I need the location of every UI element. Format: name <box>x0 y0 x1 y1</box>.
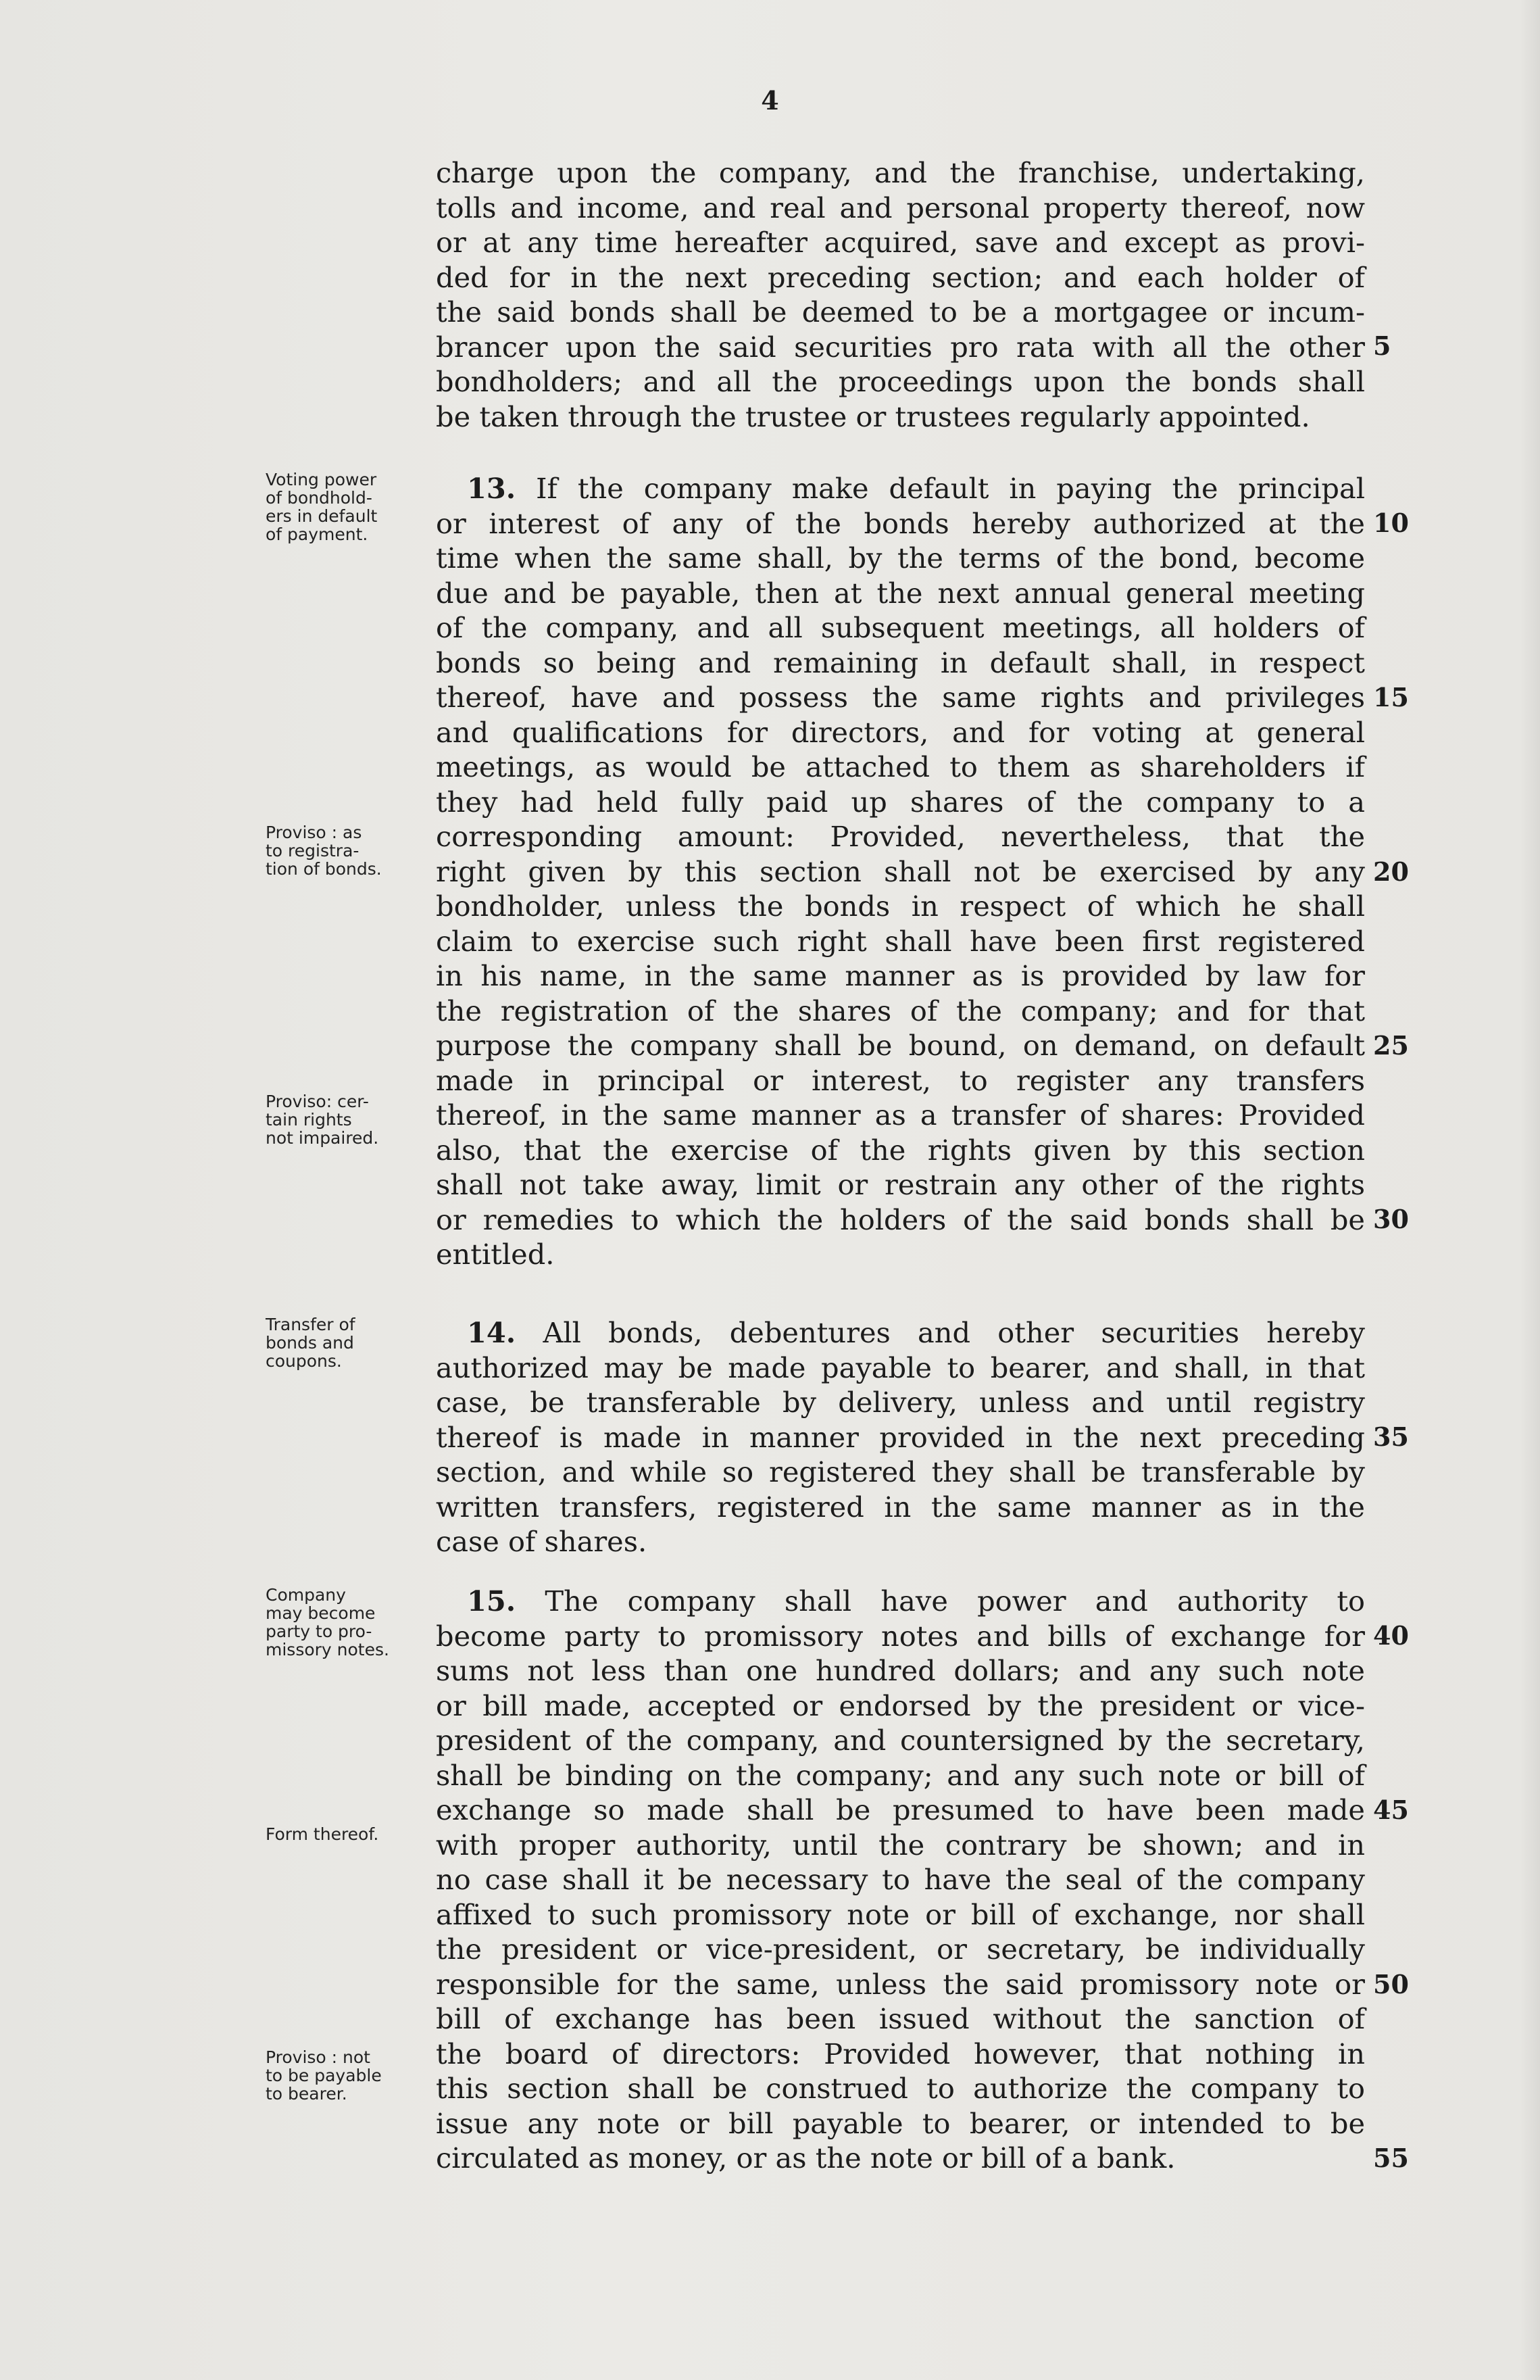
text-line: circulated as money, or as the note or bill of a bank. <box>436 2141 1176 2175</box>
text-line: shall not take away, limit or restrain any other of the rights <box>436 1168 1365 1201</box>
line-number: 5 <box>1373 331 1391 361</box>
margin-note-proviso-registration <box>266 823 428 878</box>
margin-note-promissory-notes <box>266 1586 428 1659</box>
text-line <box>436 1315 1365 1351</box>
text-line: thereof is made in manner provided in the next preceding <box>436 1420 1365 1454</box>
text-line: time when the same shall, by the terms of the bond, become <box>436 541 1365 575</box>
text-line: they had held fully paid up shares of the company to a <box>436 785 1365 819</box>
margin-note-line: not impaired. <box>266 1128 379 1148</box>
text-line <box>436 471 1365 506</box>
text-line: bonds so being and remaining in default shall, in respect <box>436 646 1365 679</box>
margin-note-line: missory notes. <box>266 1640 389 1659</box>
text-line: authorized may be made payable to bearer, and shall, in that <box>436 1351 1365 1384</box>
text-line: the board of directors: Provided however, that nothing in <box>436 2037 1365 2070</box>
margin-note-line: to registra- <box>266 841 359 860</box>
margin-note-form <box>266 1825 428 1843</box>
text-line: case, be transferable by delivery, unless and until registry <box>436 1386 1365 1419</box>
text-line: made in principal or interest, to register any transfers <box>436 1063 1365 1097</box>
text-line: due and be payable, then at the next annual general meeting <box>436 576 1365 610</box>
margin-note-line: to be payable <box>266 2066 382 2085</box>
text-line: ded for in the next preceding section; and each holder of <box>436 260 1365 294</box>
line-number: 15 <box>1373 682 1409 712</box>
section-first-line: If the company make default in paying the principal <box>536 472 1365 505</box>
text-line: section, and while so registered they shall be transferable by <box>436 1455 1365 1488</box>
section-13 <box>436 471 1365 1272</box>
margin-note-line: may become <box>266 1603 376 1623</box>
text-line: claim to exercise such right shall have been first registered <box>436 924 1365 958</box>
text-line: president of the company, and countersigned by the secretary, <box>436 1724 1365 1757</box>
page-edge-shadow <box>1520 0 1540 2380</box>
text-line: brancer upon the said securities pro rata with all the other <box>436 330 1365 364</box>
text-line: written transfers, registered in the same manner as in the <box>436 1490 1365 1524</box>
text-line: shall be binding on the company; and any such note or bill of <box>436 1758 1365 1792</box>
margin-note-line: to bearer. <box>266 2084 347 2104</box>
text-line: and qualifications for directors, and for voting at general <box>436 715 1365 749</box>
text-line: no case shall it be necessary to have the seal of the company <box>436 1863 1365 1896</box>
line-number: 35 <box>1373 1422 1409 1452</box>
text-line: with proper authority, until the contrary be shown; and in <box>436 1828 1365 1862</box>
text-line: this section shall be construed to authorize the company to <box>436 2072 1365 2105</box>
text-line: issue any note or bill payable to bearer, or intended to be <box>436 2106 1365 2140</box>
text-line: in his name, in the same manner as is provided by law for <box>436 959 1365 992</box>
section-number: 15. <box>467 1584 516 1618</box>
section-15 <box>436 1584 1365 2176</box>
text-line: exchange so made shall be presumed to have been made <box>436 1793 1365 1826</box>
margin-note-line: Proviso: cer- <box>266 1092 369 1111</box>
line-number: 55 <box>1373 2143 1409 2173</box>
line-number: 40 <box>1373 1620 1409 1651</box>
text-line: sums not less than one hundred dollars; and any such note <box>436 1654 1365 1687</box>
margin-note-line: Transfer of <box>266 1315 355 1334</box>
margin-note-voting-power <box>266 470 428 543</box>
text-line: affixed to such promissory note or bill of exchange, nor shall <box>436 1897 1365 1931</box>
margin-note-line: of payment. <box>266 525 368 544</box>
margin-note-proviso-rights <box>266 1092 428 1147</box>
text-line: corresponding amount: Provided, nevertheless, that the <box>436 820 1365 853</box>
section-first-line: The company shall have power and authority to <box>545 1584 1365 1618</box>
text-line: the president or vice-president, or secretary, be individually <box>436 1933 1365 1966</box>
text-line: case of shares. <box>436 1525 647 1558</box>
text-line: charge upon the company, and the franchise, undertaking, <box>436 156 1365 189</box>
text-line: the said bonds shall be deemed to be a mortgagee or incum- <box>436 295 1365 329</box>
text-line: bondholders; and all the proceedings upon the bonds shall <box>436 365 1365 398</box>
margin-note-line: tion of bonds. <box>266 859 382 879</box>
text-line: meetings, as would be attached to them as shareholders if <box>436 750 1365 783</box>
margin-note-proviso-bearer <box>266 2048 428 2103</box>
margin-note-line: Voting power <box>266 470 377 489</box>
margin-note-line: Form thereof. <box>266 1824 379 1844</box>
line-number: 20 <box>1373 856 1409 887</box>
section-first-line: All bonds, debentures and other securities hereby <box>543 1316 1365 1349</box>
line-number: 45 <box>1373 1795 1409 1825</box>
text-line: bill of exchange has been issued without the sanction of <box>436 2002 1365 2035</box>
text-line: bondholder, unless the bonds in respect of which he shall <box>436 890 1365 923</box>
text-line: become party to promissory notes and bills of exchange for <box>436 1619 1365 1653</box>
paragraph-continuation <box>436 155 1365 434</box>
text-line: or remedies to which the holders of the said bonds shall be <box>436 1203 1365 1236</box>
section-14 <box>436 1315 1365 1559</box>
margin-note-line: of bondhold- <box>266 488 372 508</box>
margin-note-line: Proviso : as <box>266 823 362 842</box>
margin-note-line: tain rights <box>266 1110 352 1130</box>
text-line: the registration of the shares of the company; and for that <box>436 994 1365 1027</box>
margin-note-line: party to pro- <box>266 1622 372 1641</box>
text-line: of the company, and all subsequent meetings, all holders of <box>436 611 1365 644</box>
text-line <box>436 1584 1365 1619</box>
section-number: 14. <box>467 1316 516 1349</box>
page-number: 4 <box>761 85 779 116</box>
text-line: entitled. <box>436 1238 555 1271</box>
text-line: be taken through the trustee or trustees regularly appointed. <box>436 399 1310 433</box>
text-line: responsible for the same, unless the said promissory note or <box>436 1967 1365 2001</box>
line-number: 50 <box>1373 1969 1409 1999</box>
text-line: purpose the company shall be bound, on demand, on default <box>436 1029 1365 1062</box>
margin-note-line: Company <box>266 1585 346 1605</box>
text-line: or interest of any of the bonds hereby authorized at the <box>436 506 1365 540</box>
section-number: 13. <box>467 472 516 505</box>
text-line: tolls and income, and real and personal property thereof, now <box>436 191 1365 224</box>
text-line: or at any time hereafter acquired, save and except as provi- <box>436 226 1365 259</box>
line-number: 30 <box>1373 1204 1409 1234</box>
text-line: or bill made, accepted or endorsed by the president or vice- <box>436 1689 1365 1722</box>
margin-note-transfer <box>266 1315 428 1370</box>
text-line: thereof, in the same manner as a transfer of shares: Provided <box>436 1098 1365 1132</box>
margin-note-line: Proviso : not <box>266 2047 370 2067</box>
margin-note-line: ers in default <box>266 506 378 526</box>
text-line: thereof, have and possess the same rights and privileges <box>436 681 1365 714</box>
text-line: also, that the exercise of the rights given by this section <box>436 1133 1365 1167</box>
line-number: 10 <box>1373 508 1409 538</box>
text-line: right given by this section shall not be exercised by any <box>436 854 1365 888</box>
line-number: 25 <box>1373 1030 1409 1061</box>
margin-note-line: coupons. <box>266 1351 342 1371</box>
margin-note-line: bonds and <box>266 1333 354 1353</box>
